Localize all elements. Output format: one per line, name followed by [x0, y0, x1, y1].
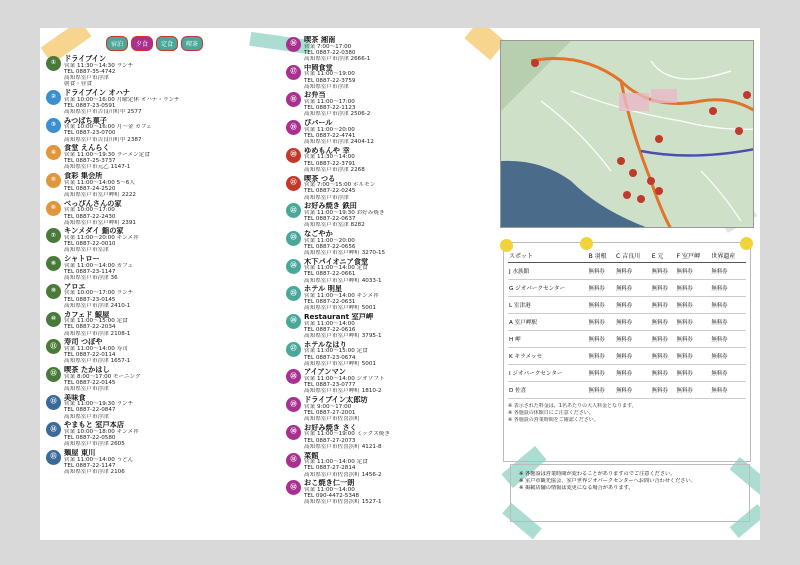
shop-detail-line: 営業 10:00～17:00	[64, 207, 115, 214]
ticket-cell: 無料券	[651, 331, 676, 348]
shop-name: ホテル 明星	[304, 285, 343, 293]
shop-entry	[286, 175, 496, 201]
spot-label: H 岬	[508, 331, 588, 348]
spot-label: A 室戸岬駅	[508, 314, 588, 331]
shop-detail-line: TEL 0887-23-0145	[64, 296, 116, 303]
ticket-cell: 無料券	[676, 263, 711, 280]
shop-detail-line: 営業 7:00～15:00 ホルモン	[304, 182, 376, 189]
table-row	[508, 263, 746, 280]
shop-entry	[286, 91, 496, 117]
shop-number-badge: ⑧	[46, 256, 61, 271]
shop-detail-line: 営業 10:00～17:00 ランチ	[64, 290, 134, 297]
shop-detail-line: 営業 11:00～14:00 うどん	[64, 456, 134, 463]
ticket-cell: 無料券	[588, 263, 615, 280]
shop-entry	[46, 117, 282, 143]
shop-number-badge: ⑥	[46, 201, 61, 216]
shop-number-badge: ⑤	[46, 173, 61, 188]
shop-entry	[286, 285, 496, 311]
spot-label: G ジオパークセンター	[508, 280, 588, 297]
shop-detail-line: TEL 0887-22-2034	[64, 324, 116, 331]
table-row	[508, 331, 746, 348]
shop-detail-line: TEL 0887-22-0245	[304, 188, 356, 195]
shop-name: ドライブイン	[64, 55, 107, 63]
shop-entry	[286, 64, 496, 90]
shop-entry	[46, 283, 282, 309]
shop-name: おこ焼き仁一朗	[304, 479, 355, 487]
ticket-cell: 無料券	[588, 382, 615, 399]
shop-entry	[46, 89, 282, 115]
shop-detail-line: 営業 11:00～14:00 定食	[304, 265, 368, 272]
shop-detail-line: 高知県室戸市室戸岬町 2391	[64, 219, 136, 226]
ticket-cell: 無料券	[588, 280, 615, 297]
shop-entry	[46, 311, 282, 337]
shop-detail-line: 高知県室戸市室戸岬町 1810-2	[304, 388, 382, 395]
category-tag: 宿泊	[106, 36, 128, 51]
notice-box	[510, 464, 750, 522]
shop-entry	[46, 144, 282, 170]
shop-name: ドライブイン オハナ	[64, 88, 130, 97]
table-row	[508, 280, 746, 297]
ticket-cell: 無料券	[651, 348, 676, 365]
shop-number-badge: ⑩	[46, 312, 61, 327]
shop-detail-line: 営業 11:00～19:00	[304, 71, 355, 78]
ticket-cell: 無料券	[710, 263, 746, 280]
shop-detail-line: 営業 11:00～14:00 定食	[304, 459, 368, 466]
shop-entry	[286, 313, 496, 339]
category-tag: 喫茶	[181, 36, 203, 51]
spot-label: I ジオパークセンター	[508, 365, 588, 382]
shop-detail-line: 営業 10:00～16:00 月曜定休 オハナ・ランチ	[64, 96, 180, 103]
category-legend	[106, 36, 282, 51]
shop-detail-line: 高知県室戸市浮津 2506-2	[304, 111, 371, 118]
shop-detail-line: TEL 0887-27-2001	[304, 409, 356, 416]
shop-number-badge: ㉘	[286, 369, 301, 384]
shop-detail-line: 高知県室戸市佐喜浜町 1527-1	[304, 499, 382, 506]
shop-name: 中岡食堂	[304, 63, 333, 72]
shop-list-middle	[286, 36, 496, 507]
shop-number-badge: ㉓	[286, 231, 301, 246]
shop-number-badge: ⑰	[286, 65, 301, 80]
shop-name: Restaurant 室戸岬	[304, 313, 374, 321]
ticket-cell: 無料券	[710, 280, 746, 297]
shop-name: キンメダイ 鮨の家	[64, 227, 124, 236]
shop-entry	[46, 172, 282, 198]
table-header: F 室戸岬	[676, 249, 711, 263]
ticket-cell: 無料券	[588, 314, 615, 331]
shop-detail-line: 高知県室戸市浮津	[64, 385, 109, 392]
shop-name: 喫茶 湘南	[304, 36, 336, 44]
shop-number-badge: ⑯	[286, 37, 301, 52]
shop-entry	[46, 394, 282, 420]
shop-name: ホテルなはり	[304, 340, 347, 349]
shop-detail-line: TEL 0887-22-4741	[304, 132, 356, 139]
ticket-cell: 無料券	[710, 348, 746, 365]
spot-label: D 佐喜	[508, 382, 588, 399]
shop-detail-line: 高知県室戸市元乙 1147-1	[64, 164, 131, 171]
shop-name: 食彩 集会所	[64, 172, 103, 180]
area-map	[500, 40, 754, 228]
ticket-cell: 無料券	[710, 382, 746, 399]
shop-detail-line: 営業 11:00～15:00 定食	[64, 318, 128, 325]
ticket-cell: 無料券	[710, 331, 746, 348]
shop-detail-line: 営業 11:00～14:00	[304, 320, 355, 327]
ticket-cell: 無料券	[615, 365, 651, 382]
ticket-cell: 無料券	[651, 297, 676, 314]
shop-detail-line: TEL 0887-22-0616	[304, 326, 356, 333]
shop-detail-line: 営業 11:00～14:00	[304, 486, 355, 493]
shop-name: シャトロー	[64, 255, 100, 263]
shop-name: アロエ	[64, 282, 86, 291]
shop-detail-line: 高知県室戸市浮津 2605	[64, 441, 125, 448]
shop-name: お弁当	[304, 91, 326, 99]
shop-detail-line: TEL 090-4472-5348	[304, 493, 360, 500]
shop-number-badge: ㉚	[286, 425, 301, 440]
shop-number-badge: ⑪	[46, 339, 61, 354]
shop-name: べっぴんさんの家	[64, 199, 122, 208]
ticket-cell: 無料券	[651, 314, 676, 331]
table-row	[508, 348, 746, 365]
shop-detail-line: 営業 11:00～14:00 キンメ丼	[304, 292, 379, 299]
ticket-cell: 無料券	[588, 348, 615, 365]
shop-entry	[286, 479, 496, 505]
ticket-cell: 無料券	[588, 331, 615, 348]
shop-detail-line: 営業 11:00～14:00 カフェ	[64, 262, 134, 269]
shop-detail-line: TEL 0887-22-2430	[64, 213, 116, 220]
shop-detail-line: 営業 11:00～20:00	[304, 126, 355, 133]
shop-number-badge: ④	[46, 145, 61, 160]
ticket-cell: 無料券	[615, 280, 651, 297]
shop-detail-line: TEL 0887-22-3759	[304, 77, 356, 84]
ticket-cell: 無料券	[615, 263, 651, 280]
shop-name: なごやか	[304, 229, 333, 238]
shop-detail-line: 高知県室戸市浮津 2268	[304, 166, 365, 173]
shop-name: みつばち菓子	[64, 116, 107, 125]
shop-name: 食堂 えんらく	[64, 144, 110, 152]
dot-decoration	[740, 237, 753, 250]
ticket-cell: 無料券	[615, 297, 651, 314]
shop-entry	[46, 55, 282, 87]
shop-detail-line: 営業 11:00～19:30 お好み焼き	[304, 209, 385, 216]
shop-detail-line: TEL 0887-23-0777	[304, 382, 356, 389]
shop-detail-line: 営業 11:00～19:30 ラーメン定食	[64, 151, 150, 158]
shop-detail-line: 営業 7:00～17:00	[304, 43, 352, 50]
shop-detail-line: TEL 0887-25-3737	[64, 158, 116, 165]
shop-name: お好み焼き 鉄田	[304, 202, 357, 210]
shop-number-badge: ㉛	[286, 453, 301, 468]
shop-detail-line: TEL 0887-22-0661	[304, 271, 356, 278]
shop-detail-line: 高知県室戸市佐喜浜町 1456-2	[304, 471, 382, 478]
shop-detail-line: 営業 11:00～19:30 ランチ	[64, 401, 134, 408]
shop-number-badge: ㉜	[286, 480, 301, 495]
shop-number-badge: ⑦	[46, 228, 61, 243]
ticket-cell: 無料券	[651, 382, 676, 399]
shop-detail-line: 営業 8:00～17:00 モーニング	[64, 373, 141, 380]
shop-number-badge: ⑨	[46, 284, 61, 299]
ticket-cell: 無料券	[615, 382, 651, 399]
shop-detail-line: 高知県室戸市室戸岬町 5001	[304, 360, 376, 367]
pamphlet-page	[40, 28, 760, 540]
shop-detail-line: TEL 0887-22-0631	[304, 299, 356, 306]
shop-detail-line: 高知県室戸市室戸岬町 3795-1	[304, 333, 382, 340]
ticket-cell: 無料券	[676, 280, 711, 297]
shop-detail-line: TEL 0887-23-1147	[64, 268, 116, 275]
shop-name: 喫茶 たかはし	[64, 365, 110, 374]
shop-name: カフェド 鯨屋	[64, 310, 110, 319]
shop-detail-line: TEL 0887-22-0580	[64, 435, 116, 442]
shop-detail-line: TEL 0887-27-2073	[304, 437, 356, 444]
shop-number-badge: ㉙	[286, 397, 301, 412]
ticket-cell: 無料券	[651, 263, 676, 280]
notice-line: ※ 掲載店舗の情報は変更になる場合があります。	[519, 485, 634, 491]
ticket-cell: 無料券	[710, 365, 746, 382]
shop-name: 麺屋 東川	[64, 449, 96, 457]
ticket-cell: 無料券	[651, 365, 676, 382]
spot-label: K キラメッセ	[508, 348, 588, 365]
ticket-cell: 無料券	[588, 365, 615, 382]
shop-detail-line: TEL 0887-22-0380	[304, 49, 356, 56]
shop-entry	[286, 230, 496, 256]
category-tag: 定食	[156, 36, 178, 51]
ticket-cell: 無料券	[676, 365, 711, 382]
shop-detail-line: 高知県室戸市佐喜浜町	[304, 416, 360, 423]
shop-detail-line: 営業 11:30～14:00	[304, 154, 355, 161]
table-notes	[508, 403, 746, 424]
shop-number-badge: ㉖	[286, 314, 301, 329]
shop-detail-line: 高知県室戸市浮津	[304, 83, 349, 90]
shop-number-badge: ⑬	[46, 395, 61, 410]
shop-number-badge: ㉒	[286, 203, 301, 218]
ticket-table	[508, 249, 746, 399]
shop-detail-line: 高知県室戸市室戸岬町 5001	[304, 305, 376, 312]
shop-detail-line: 高知県室戸市室戸岬町 2222	[64, 192, 136, 199]
note-line: ※ 各施設の営業時間をご確認ください。	[508, 417, 599, 423]
shop-detail-line: TEL 0887-23-0700	[64, 130, 116, 137]
shop-entry	[46, 449, 282, 475]
shop-detail-line: 高知県室戸市浮津	[64, 413, 109, 420]
shop-detail-line: TEL 0887-27-2814	[304, 465, 356, 472]
notice-line: ※ 室戸市観光協会、室戸世界ジオパークセンターへお問い合わせください。	[519, 478, 696, 484]
shop-entry	[286, 119, 496, 145]
shop-detail-line: 営業 11:00～20:00	[304, 237, 355, 244]
ticket-cell: 無料券	[710, 314, 746, 331]
shop-detail-line: 朝食・昼食	[64, 81, 92, 88]
shop-entry	[46, 366, 282, 392]
ticket-cell: 無料券	[710, 297, 746, 314]
shop-entry	[286, 147, 496, 173]
table-header: C 吉良川	[615, 249, 651, 263]
shop-detail-line: 高知県室戸市浮津 36	[64, 275, 118, 282]
shop-name: ゆめもんや 幸	[304, 146, 350, 155]
shop-number-badge: ③	[46, 118, 61, 133]
shop-detail-line: TEL 0887-22-1147	[64, 462, 116, 469]
map-graphic	[501, 41, 754, 228]
shop-detail-line: 高知県室戸市佐喜浜町 4121-8	[304, 443, 382, 450]
ticket-cell: 無料券	[615, 331, 651, 348]
shop-number-badge: ㉕	[286, 286, 301, 301]
shop-entry	[286, 36, 496, 62]
shop-name: 喫茶 つる	[304, 174, 336, 183]
shop-number-badge: ㉔	[286, 259, 301, 274]
shop-detail-line: 営業 11:00～15:00 定食	[304, 348, 368, 355]
shop-number-badge: ⑫	[46, 367, 61, 382]
shop-detail-line: TEL 0887-22-0656	[304, 243, 356, 250]
shop-detail-line: 高知県室戸市吉良川町甲 2387	[64, 136, 142, 143]
shop-number-badge: ⑳	[286, 148, 301, 163]
shop-detail-line: 営業 11:00～19:00 ミックス焼き	[304, 431, 390, 438]
shop-list-left	[46, 36, 282, 477]
shop-detail-line: 営業 11:30～14:30 ランチ	[64, 62, 134, 69]
shop-detail-line: 高知県室戸市浮津 2410-1	[64, 302, 131, 309]
ticket-cell: 無料券	[676, 297, 711, 314]
ticket-cell: 無料券	[651, 280, 676, 297]
shop-number-badge: ㉗	[286, 342, 301, 357]
shop-name: アイアンマン	[304, 368, 346, 377]
spot-label: J 水族館	[508, 263, 588, 280]
shop-number-badge: ⑭	[46, 422, 61, 437]
category-tag: 夕食	[131, 36, 153, 51]
shop-detail-line: 高知県室戸市室津 8282	[304, 222, 365, 229]
spot-label: L 室津港	[508, 297, 588, 314]
dot-decoration	[580, 237, 593, 250]
shop-entry	[286, 424, 496, 450]
ticket-cell: 無料券	[676, 348, 711, 365]
note-line: ※ 表示された料金は、1名あたりの大人料金となります。	[508, 403, 637, 409]
shop-entry	[46, 227, 282, 253]
shop-detail-line: 営業 11:00～17:00	[304, 99, 355, 105]
table-header: E 元	[651, 249, 676, 263]
ticket-cell: 無料券	[676, 382, 711, 399]
shop-detail-line: 営業 11:00～14:00 5～6人	[64, 179, 135, 186]
table-header: 世界遺産	[710, 249, 746, 263]
table-row	[508, 365, 746, 382]
table-row	[508, 314, 746, 331]
shop-detail-line: 営業 11:00～20:00 キンメ丼	[64, 235, 139, 242]
notice-line: ※ 各施設は営業時間が変わることがありますのでご注意ください。	[519, 471, 676, 477]
shop-detail-line: TEL 0887-24-2520	[64, 185, 116, 192]
shop-detail-line: 高知県室戸市浮津 1657-1	[64, 358, 131, 365]
shop-number-badge: ⑱	[286, 92, 301, 107]
shop-detail-line: 高知県室戸市室戸岬町 3270-15	[304, 249, 386, 256]
shop-entry	[286, 368, 496, 394]
shop-detail-line: 営業 9:00～17:00	[304, 403, 352, 410]
shop-number-badge: ①	[46, 56, 61, 71]
shop-detail-line: TEL 0887-35-4742	[64, 68, 116, 75]
note-line: ※ 各施設の休館日にご注意ください。	[508, 410, 594, 416]
shop-entry	[286, 452, 496, 478]
ticket-cell: 無料券	[676, 314, 711, 331]
shop-detail-line: TEL 0887-22-0114	[64, 352, 116, 359]
shop-number-badge: ②	[46, 90, 61, 105]
shop-name: 木下パイオニア食堂	[304, 257, 369, 266]
shop-number-badge: ⑲	[286, 120, 301, 135]
table-row	[508, 297, 746, 314]
shop-number-badge: ⑮	[46, 450, 61, 465]
shop-entry	[46, 255, 282, 281]
shop-name: お好み焼き さく	[304, 423, 357, 432]
shop-entry	[46, 421, 282, 447]
ticket-cell: 無料券	[588, 297, 615, 314]
shop-detail-line: 営業 10:00～18:00 キンメ丼	[64, 428, 139, 435]
shop-detail-line: TEL 0887-22-0637	[304, 216, 356, 223]
shop-detail-line: TEL 0887-22-0847	[64, 407, 116, 414]
shop-detail-line: 営業 11:00～14:00 ジオソフト	[304, 376, 385, 383]
shop-entry	[286, 202, 496, 228]
ticket-cell: 無料券	[615, 348, 651, 365]
shop-entry	[46, 200, 282, 226]
table-header: スポット	[508, 249, 588, 263]
shop-detail-line: 高知県室戸市浮津	[304, 194, 349, 201]
shop-detail-line: 高知県室戸市浮津 2666-1	[304, 56, 371, 62]
ticket-cell: 無料券	[676, 331, 711, 348]
shop-name: 菜館	[304, 451, 319, 460]
shop-detail-line: 営業 10:00～16:00 月～金 カフェ	[64, 124, 152, 131]
shop-name: やまもと 室戸本店	[64, 421, 125, 429]
shop-detail-line: TEL 0887-22-1123	[304, 105, 356, 112]
shop-number-badge: ㉑	[286, 176, 301, 191]
shop-name: ぴバール	[304, 119, 333, 127]
ticket-table-box	[503, 242, 751, 462]
shop-detail-line: 営業 11:00～14:00 寿司	[64, 345, 128, 352]
shop-detail-line: 高知県室戸市浮津 2404-12	[304, 139, 374, 146]
shop-detail-line: 高知県室戸市浮津 2106	[64, 469, 125, 476]
table-row	[508, 382, 746, 399]
shop-name: ドライブイン太郎坊	[304, 396, 368, 404]
table-header: B 羽根	[588, 249, 615, 263]
shop-detail-line: TEL 0887-22-0010	[64, 241, 116, 248]
shop-detail-line: 高知県室戸市吉良川町甲 2577	[64, 108, 142, 115]
shop-entry	[286, 396, 496, 422]
shop-detail-line: TEL 0887-23-0674	[304, 354, 356, 361]
ticket-cell: 無料券	[615, 314, 651, 331]
shop-entry	[286, 258, 496, 284]
shop-detail-line: 高知県室戸市浮津	[64, 75, 109, 81]
shop-detail-line: 高知県室戸市浮津 2108-1	[64, 330, 131, 337]
shop-name: 美味食	[64, 393, 86, 402]
shop-name: 寿司 つぼや	[64, 338, 103, 346]
shop-entry	[46, 338, 282, 364]
shop-entry	[286, 341, 496, 367]
shop-detail-line: 高知県室戸市室津	[64, 247, 109, 254]
shop-detail-line: TEL 0887-22-3791	[304, 160, 356, 167]
shop-detail-line: 高知県室戸市室戸岬町 4033-1	[304, 277, 382, 284]
shop-detail-line: TEL 0887-22-0145	[64, 379, 116, 386]
shop-detail-line: TEL 0887-23-0591	[64, 102, 116, 109]
dot-decoration	[500, 239, 513, 252]
